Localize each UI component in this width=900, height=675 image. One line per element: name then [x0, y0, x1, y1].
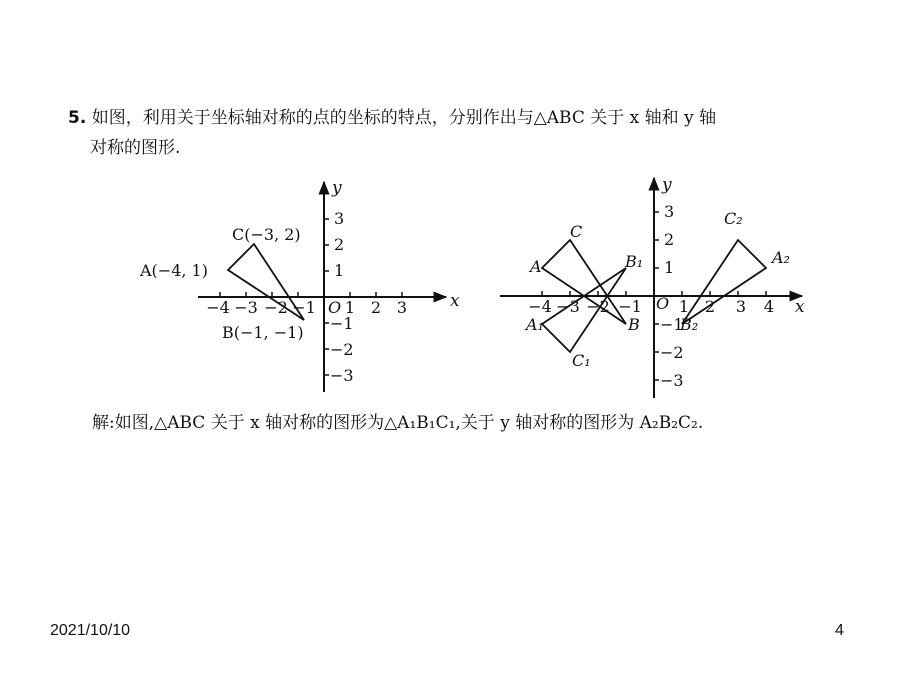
right-xtick: −4 — [528, 297, 552, 316]
left-ytick: 1 — [334, 261, 345, 280]
right-ytick: 1 — [664, 258, 675, 277]
point-label-b1: B₁ — [625, 252, 644, 271]
right-ytick: −1 — [660, 315, 684, 334]
footer-date: 2021/10/10 — [50, 622, 131, 639]
point-label-b: B(−1, −1) — [222, 323, 304, 342]
answer-text: 解:如图,△ABC 关于 x 轴对称的图形为△A₁B₁C₁,关于 y 轴对称的图形为 A₂B₂C₂. — [92, 413, 704, 433]
problem-line-1: 如图，利用关于坐标轴对称的点的坐标的特点，分别作出与△ABC 关于 x 轴和 y 轴 — [91, 108, 717, 128]
left-xtick: 3 — [396, 298, 408, 317]
right-ytick: −2 — [660, 343, 684, 362]
right-ytick: 3 — [664, 202, 675, 221]
right-xtick: −3 — [556, 297, 580, 316]
right-xtick: −1 — [618, 297, 642, 316]
right-y-axis-label: y — [662, 175, 672, 195]
point-label-c: C — [570, 222, 583, 241]
triangle-abc-right — [542, 240, 626, 324]
right-ytick: −3 — [660, 371, 684, 390]
point-label-b: B — [628, 315, 640, 334]
right-xtick: −2 — [586, 297, 610, 316]
point-label-a2: A₂ — [772, 248, 790, 267]
page-number: 4 — [835, 622, 844, 639]
point-label-a: A(−4, 1) — [140, 261, 208, 280]
right-x-axis-label: x — [795, 297, 805, 317]
left-ytick: 3 — [334, 209, 345, 228]
left-xtick: −3 — [234, 298, 258, 317]
point-label-a: A — [530, 257, 542, 276]
left-ytick: −1 — [330, 314, 354, 333]
right-figure — [500, 175, 805, 398]
left-xtick: 2 — [370, 298, 382, 317]
right-xtick: 4 — [763, 297, 775, 316]
point-label-c1: C₁ — [572, 351, 591, 370]
triangle-a2b2c2 — [682, 240, 766, 324]
right-ytick: 2 — [664, 230, 675, 249]
left-ytick: 2 — [334, 235, 345, 254]
triangle-a1b1c1 — [542, 268, 626, 352]
point-label-b2: B₂ — [680, 315, 699, 334]
right-origin-label: O — [656, 294, 670, 313]
left-y-axis-label: y — [332, 178, 342, 198]
left-ytick: −3 — [330, 366, 354, 385]
right-xtick: 3 — [735, 297, 747, 316]
left-xtick: −1 — [292, 298, 316, 317]
left-xtick: −4 — [206, 298, 230, 317]
left-figure — [139, 178, 460, 392]
left-xtick: 1 — [344, 298, 356, 317]
problem-line-2: 对称的图形. — [90, 138, 181, 158]
point-label-c: C(−3, 2) — [232, 225, 301, 244]
left-ytick: −2 — [330, 340, 354, 359]
point-label-c2: C₂ — [724, 209, 743, 228]
point-label-a1: A₁ — [526, 315, 544, 334]
left-origin-label: O — [328, 298, 342, 317]
left-xtick: −2 — [264, 298, 288, 317]
right-xtick: 2 — [704, 297, 716, 316]
right-xtick: 1 — [678, 297, 690, 316]
problem-number: 5. — [68, 108, 87, 128]
left-x-axis-label: x — [450, 291, 460, 311]
